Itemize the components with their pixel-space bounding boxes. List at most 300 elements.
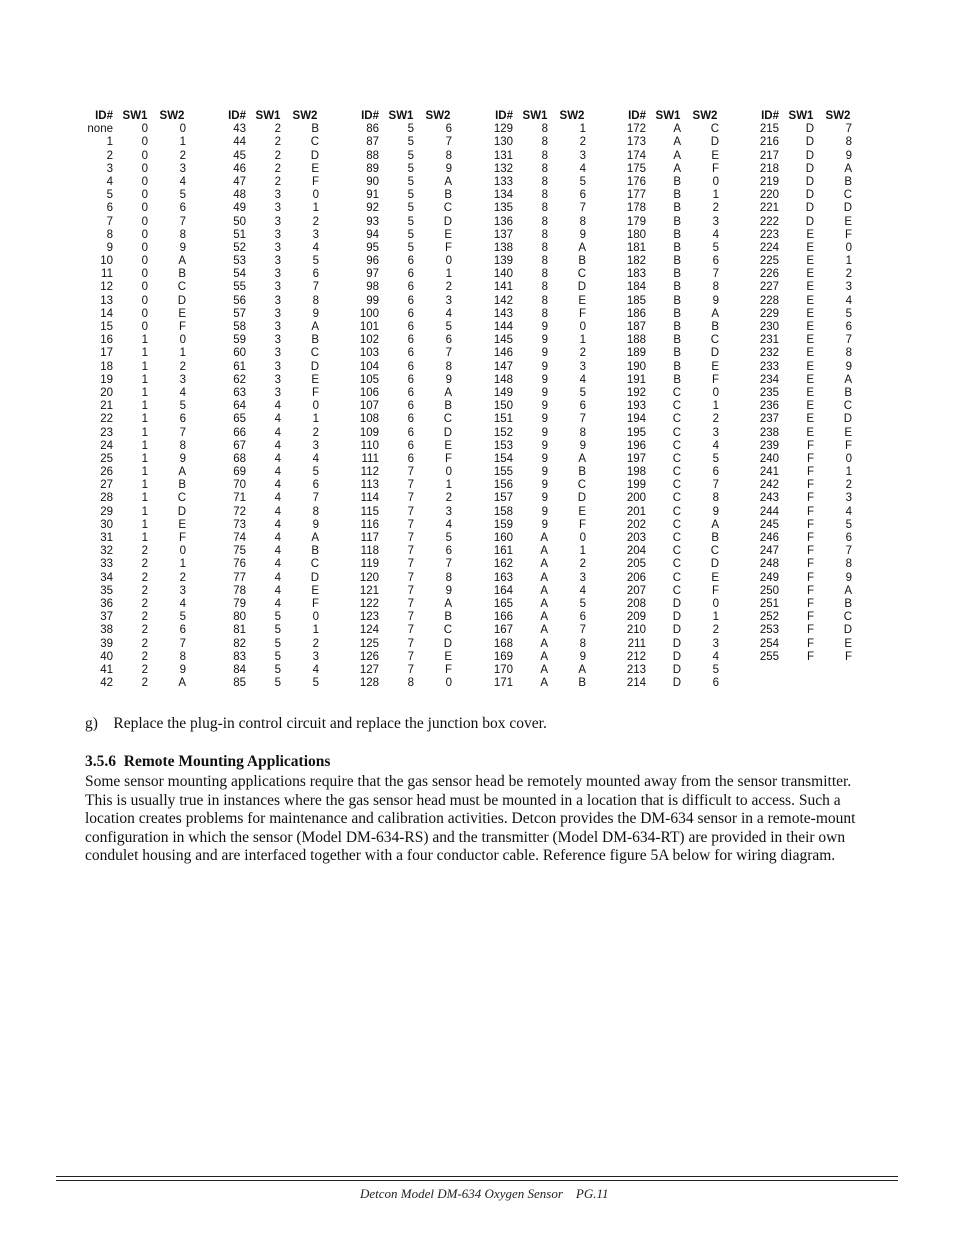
cell-id: 60 — [233, 347, 246, 360]
cell-sw2: 0 — [179, 123, 186, 136]
cell-sw2: A — [178, 255, 186, 268]
cell-sw1: 7 — [407, 518, 414, 531]
cell-sw1: D — [672, 624, 681, 637]
cell-id: 191 — [626, 373, 646, 386]
cell-sw1: 0 — [141, 215, 148, 228]
cell-sw1: 8 — [541, 255, 548, 268]
cell-sw1: 5 — [407, 162, 414, 175]
cell-id: 105 — [359, 373, 379, 386]
cell-sw2: D — [443, 637, 452, 650]
cell-sw2: 9 — [845, 571, 852, 584]
cell-id: 167 — [493, 624, 513, 637]
cell-id: 166 — [493, 611, 513, 624]
cell-id: 81 — [233, 624, 246, 637]
cell-sw1: 8 — [541, 189, 548, 202]
cell-sw2: D — [577, 281, 586, 294]
cell-sw2: 2 — [579, 136, 586, 149]
cell-id: 155 — [493, 466, 513, 479]
cell-id: 231 — [759, 334, 779, 347]
header-sw1: SW1 — [122, 110, 148, 122]
cell-id: 32 — [100, 545, 113, 558]
cell-id: 58 — [233, 321, 246, 333]
cell-id: 108 — [359, 413, 379, 426]
cell-sw2: B — [444, 189, 452, 202]
cell-sw2: 4 — [312, 452, 319, 465]
cell-id: 178 — [626, 202, 646, 215]
cell-id: 206 — [626, 571, 646, 584]
cell-sw1: 9 — [541, 505, 548, 518]
cell-id: 232 — [759, 347, 779, 360]
cell-id: 29 — [100, 505, 113, 518]
cell-id: 149 — [493, 386, 513, 399]
cell-id: 41 — [100, 663, 113, 676]
header-id: ID# — [761, 110, 779, 122]
cell-sw2: F — [178, 321, 186, 333]
cell-sw2: C — [177, 492, 186, 505]
cell-sw2: 8 — [445, 149, 452, 162]
cell-sw2: C — [443, 624, 452, 637]
cell-sw1: A — [673, 162, 681, 175]
cell-id: 82 — [233, 637, 246, 650]
cell-sw1: F — [806, 492, 814, 505]
cell-sw1: E — [806, 400, 814, 413]
cell-sw2: 0 — [179, 545, 186, 558]
cell-id: 161 — [493, 545, 513, 558]
cell-sw1: 7 — [407, 663, 414, 676]
cell-sw1: 9 — [541, 426, 548, 439]
cell-id: 150 — [493, 400, 513, 413]
cell-sw2: 5 — [445, 321, 452, 333]
cell-id: 208 — [626, 597, 646, 610]
cell-sw1: F — [806, 466, 814, 479]
cell-sw2: 7 — [845, 545, 852, 558]
header-id: ID# — [95, 110, 113, 122]
header-id: ID# — [228, 110, 246, 122]
cell-sw1: 7 — [407, 650, 414, 663]
cell-sw2: A — [844, 584, 852, 597]
cell-id: 199 — [626, 479, 646, 492]
cell-sw1: E — [806, 241, 814, 254]
cell-id: none — [87, 123, 113, 136]
cell-sw1: 1 — [141, 360, 148, 373]
cell-sw1: 3 — [274, 189, 281, 202]
cell-id: 113 — [360, 479, 379, 492]
cell-id: 116 — [360, 518, 379, 531]
cell-id: 16 — [100, 334, 113, 347]
cell-id: 65 — [233, 413, 246, 426]
cell-id: 64 — [233, 400, 246, 413]
cell-sw2: 8 — [579, 637, 586, 650]
cell-sw1: 8 — [541, 307, 548, 320]
cell-id: 86 — [366, 123, 379, 136]
cell-id: 123 — [359, 611, 379, 624]
cell-id: 195 — [626, 426, 646, 439]
cell-sw2: 1 — [712, 400, 719, 413]
cell-id: 255 — [759, 650, 779, 663]
cell-id: 246 — [759, 532, 779, 544]
cell-sw2: 2 — [179, 149, 186, 162]
cell-sw1: 1 — [141, 532, 148, 544]
cell-sw1: 4 — [274, 426, 281, 439]
cell-id: 197 — [626, 452, 646, 465]
cell-sw2: 6 — [845, 321, 852, 333]
cell-id: 7 — [106, 215, 113, 228]
cell-sw1: F — [806, 558, 814, 571]
cell-sw2: 9 — [312, 307, 319, 320]
cell-sw2: 5 — [179, 400, 186, 413]
cell-sw2: 2 — [712, 202, 719, 215]
cell-sw1: 5 — [407, 241, 414, 254]
cell-sw2: 6 — [712, 255, 719, 268]
cell-id: 184 — [626, 281, 646, 294]
cell-id: 36 — [100, 597, 113, 610]
cell-id: 135 — [493, 202, 513, 215]
cell-id: 243 — [759, 492, 779, 505]
cell-sw1: 6 — [407, 334, 414, 347]
cell-sw2: 4 — [712, 439, 719, 452]
cell-sw1: A — [540, 545, 548, 558]
cell-id: 245 — [759, 518, 779, 531]
step-g-instruction: g) Replace the plug-in control circuit and replace the junction box cover. — [85, 715, 547, 732]
cell-sw2: 3 — [445, 294, 452, 307]
cell-id: 100 — [359, 307, 379, 320]
cell-sw2: 0 — [312, 189, 319, 202]
cell-sw2: 5 — [312, 255, 319, 268]
cell-sw2: 4 — [712, 650, 719, 663]
cell-sw1: 6 — [407, 439, 414, 452]
cell-sw2: 2 — [445, 492, 452, 505]
cell-id: 214 — [626, 677, 646, 690]
cell-sw1: 2 — [141, 558, 148, 571]
cell-sw1: 1 — [141, 373, 148, 386]
cell-id: 43 — [233, 123, 246, 136]
cell-sw1: 5 — [407, 123, 414, 136]
cell-sw2: 5 — [579, 386, 586, 399]
cell-sw2: C — [710, 545, 719, 558]
cell-sw2: 3 — [712, 637, 719, 650]
cell-sw2: 9 — [445, 584, 452, 597]
cell-id: 55 — [233, 281, 246, 294]
cell-id: 234 — [759, 373, 779, 386]
cell-id: 24 — [100, 439, 113, 452]
header-sw1: SW1 — [255, 110, 281, 122]
cell-sw1: 4 — [274, 400, 281, 413]
cell-sw1: 0 — [141, 228, 148, 241]
cell-sw1: 6 — [407, 321, 414, 333]
cell-sw1: 9 — [541, 413, 548, 426]
cell-id: 198 — [626, 466, 646, 479]
cell-sw1: 1 — [141, 334, 148, 347]
cell-sw2: E — [311, 373, 319, 386]
cell-sw2: 3 — [312, 228, 319, 241]
cell-sw1: 0 — [141, 162, 148, 175]
cell-sw2: 2 — [712, 413, 719, 426]
cell-sw1: 5 — [274, 650, 281, 663]
cell-id: 173 — [626, 136, 646, 149]
cell-sw2: C — [843, 611, 852, 624]
cell-id: 169 — [493, 650, 513, 663]
cell-sw1: 0 — [141, 189, 148, 202]
cell-sw1: 1 — [141, 505, 148, 518]
cell-sw1: D — [672, 677, 681, 690]
cell-id: 134 — [493, 189, 513, 202]
cell-id: 102 — [359, 334, 379, 347]
cell-id: 84 — [233, 663, 246, 676]
cell-id: 193 — [626, 400, 646, 413]
cell-id: 95 — [366, 241, 379, 254]
cell-sw2: C — [443, 413, 452, 426]
cell-sw1: 8 — [541, 215, 548, 228]
cell-id: 144 — [493, 321, 513, 333]
header-sw2: SW2 — [425, 110, 451, 122]
cell-id: 75 — [233, 545, 246, 558]
cell-id: 117 — [360, 532, 379, 544]
cell-id: 104 — [359, 360, 379, 373]
cell-sw1: 2 — [141, 597, 148, 610]
cell-sw1: 2 — [141, 545, 148, 558]
cell-id: 129 — [493, 123, 513, 136]
cell-id: 250 — [759, 584, 779, 597]
cell-sw2: 4 — [179, 175, 186, 188]
cell-id: 205 — [626, 558, 646, 571]
cell-sw1: 3 — [274, 255, 281, 268]
cell-sw2: 1 — [179, 558, 186, 571]
cell-id: 148 — [493, 373, 513, 386]
cell-sw2: E — [711, 360, 719, 373]
cell-sw1: 5 — [407, 202, 414, 215]
cell-id: 49 — [233, 202, 246, 215]
cell-sw2: 8 — [712, 281, 719, 294]
cell-sw2: E — [444, 228, 452, 241]
cell-sw1: 4 — [274, 518, 281, 531]
cell-sw1: 2 — [274, 149, 281, 162]
cell-id: 128 — [359, 677, 379, 690]
cell-sw1: 9 — [541, 400, 548, 413]
cell-sw1: C — [672, 518, 681, 531]
cell-sw1: C — [672, 413, 681, 426]
cell-sw2: B — [844, 597, 852, 610]
cell-sw1: 7 — [407, 584, 414, 597]
cell-sw2: F — [711, 373, 719, 386]
cell-sw2: D — [710, 347, 719, 360]
cell-sw1: D — [805, 149, 814, 162]
cell-sw2: 2 — [179, 571, 186, 584]
cell-sw2: 1 — [712, 189, 719, 202]
cell-sw1: 2 — [141, 637, 148, 650]
cell-sw2: A — [311, 532, 319, 544]
cell-sw1: 9 — [541, 492, 548, 505]
cell-id: 50 — [233, 215, 246, 228]
cell-sw2: 7 — [445, 558, 452, 571]
cell-id: 61 — [233, 360, 246, 373]
cell-sw2: 4 — [312, 241, 319, 254]
cell-sw1: 8 — [541, 149, 548, 162]
cell-sw1: C — [672, 386, 681, 399]
footer-rule-top — [56, 1176, 898, 1177]
cell-id: 112 — [360, 466, 379, 479]
cell-sw2: 5 — [445, 532, 452, 544]
cell-id: 151 — [493, 413, 513, 426]
cell-sw2: 2 — [845, 479, 852, 492]
cell-sw2: F — [711, 584, 719, 597]
cell-sw1: 7 — [407, 505, 414, 518]
cell-sw2: 6 — [445, 545, 452, 558]
cell-sw1: 8 — [541, 202, 548, 215]
cell-sw2: F — [444, 452, 452, 465]
cell-sw2: 1 — [312, 624, 319, 637]
cell-id: 140 — [493, 268, 513, 281]
cell-sw2: 1 — [579, 334, 586, 347]
cell-id: 23 — [100, 426, 113, 439]
cell-sw2: 7 — [179, 215, 186, 228]
cell-sw1: D — [805, 175, 814, 188]
cell-sw1: A — [540, 624, 548, 637]
cell-sw1: F — [806, 505, 814, 518]
cell-id: 107 — [359, 400, 379, 413]
cell-sw2: 7 — [445, 347, 452, 360]
cell-sw2: 6 — [179, 413, 186, 426]
cell-sw1: E — [806, 386, 814, 399]
cell-id: 33 — [100, 558, 113, 571]
cell-sw2: D — [843, 624, 852, 637]
cell-id: 213 — [626, 663, 646, 676]
cell-id: 146 — [493, 347, 513, 360]
cell-sw1: C — [672, 545, 681, 558]
cell-sw1: 5 — [407, 175, 414, 188]
cell-id: 239 — [759, 439, 779, 452]
cell-sw2: A — [578, 452, 586, 465]
cell-sw2: 0 — [312, 400, 319, 413]
cell-sw1: 6 — [407, 386, 414, 399]
cell-sw2: 9 — [712, 505, 719, 518]
cell-sw1: C — [672, 452, 681, 465]
cell-sw1: 3 — [274, 373, 281, 386]
cell-id: 248 — [759, 558, 779, 571]
cell-sw2: 6 — [579, 400, 586, 413]
cell-id: 78 — [233, 584, 246, 597]
cell-sw2: 7 — [445, 136, 452, 149]
cell-id: 210 — [626, 624, 646, 637]
cell-sw2: 0 — [712, 386, 719, 399]
cell-sw2: C — [710, 123, 719, 136]
cell-id: 10 — [100, 255, 113, 268]
cell-sw2: 9 — [179, 241, 186, 254]
cell-id: 13 — [100, 294, 113, 307]
cell-sw2: 3 — [712, 426, 719, 439]
cell-sw1: 5 — [274, 637, 281, 650]
cell-id: 230 — [759, 321, 779, 333]
cell-id: 21 — [100, 400, 113, 413]
cell-sw2: F — [444, 663, 452, 676]
cell-id: 249 — [759, 571, 779, 584]
cell-sw1: 8 — [541, 123, 548, 136]
cell-sw2: 4 — [179, 597, 186, 610]
cell-sw2: 8 — [179, 228, 186, 241]
cell-id: 229 — [759, 307, 779, 320]
cell-id: 53 — [233, 255, 246, 268]
cell-sw2: 9 — [312, 518, 319, 531]
cell-sw1: 6 — [407, 426, 414, 439]
cell-sw1: 5 — [274, 663, 281, 676]
cell-sw1: 8 — [541, 241, 548, 254]
cell-sw2: 2 — [712, 624, 719, 637]
cell-sw2: E — [178, 307, 186, 320]
cell-sw1: D — [805, 123, 814, 136]
cell-sw1: 1 — [141, 492, 148, 505]
cell-sw2: B — [311, 123, 319, 136]
cell-id: 56 — [233, 294, 246, 307]
cell-sw1: 0 — [141, 281, 148, 294]
cell-sw1: 4 — [274, 413, 281, 426]
section-number: 3.5.6 — [85, 753, 116, 770]
cell-sw2: 8 — [845, 558, 852, 571]
cell-id: 254 — [759, 637, 779, 650]
cell-sw1: 2 — [274, 123, 281, 136]
cell-id: 182 — [626, 255, 646, 268]
cell-id: 62 — [233, 373, 246, 386]
cell-sw2: 4 — [312, 663, 319, 676]
cell-sw1: B — [673, 228, 681, 241]
cell-id: 176 — [626, 175, 646, 188]
cell-sw2: B — [578, 677, 586, 690]
cell-sw1: 2 — [141, 677, 148, 690]
cell-sw2: F — [311, 597, 319, 610]
cell-sw1: E — [806, 347, 814, 360]
cell-id: 226 — [759, 268, 779, 281]
cell-sw1: F — [806, 624, 814, 637]
cell-id: 215 — [759, 123, 779, 136]
cell-sw2: 5 — [712, 663, 719, 676]
cell-sw2: 9 — [179, 452, 186, 465]
cell-id: 217 — [759, 149, 779, 162]
cell-sw1: 3 — [274, 321, 281, 333]
cell-sw1: A — [673, 136, 681, 149]
cell-sw2: 6 — [179, 202, 186, 215]
cell-sw1: D — [672, 663, 681, 676]
cell-id: 152 — [493, 426, 513, 439]
cell-id: 69 — [233, 466, 246, 479]
cell-sw2: E — [444, 650, 452, 663]
cell-sw2: C — [310, 558, 319, 571]
cell-sw2: 5 — [712, 241, 719, 254]
cell-sw1: 6 — [407, 373, 414, 386]
cell-id: 22 — [100, 413, 113, 426]
cell-sw1: 5 — [407, 149, 414, 162]
cell-sw2: 6 — [445, 334, 452, 347]
cell-id: 207 — [626, 584, 646, 597]
cell-id: 54 — [233, 268, 246, 281]
cell-sw2: 2 — [312, 426, 319, 439]
cell-sw1: 3 — [274, 215, 281, 228]
cell-sw2: F — [311, 386, 319, 399]
cell-id: 34 — [100, 571, 113, 584]
cell-sw2: C — [577, 268, 586, 281]
cell-sw2: 0 — [579, 532, 586, 544]
header-sw2: SW2 — [159, 110, 185, 122]
cell-sw1: D — [805, 162, 814, 175]
cell-sw1: B — [673, 334, 681, 347]
cell-sw2: 8 — [579, 426, 586, 439]
cell-sw1: 9 — [541, 334, 548, 347]
cell-sw1: 4 — [274, 532, 281, 544]
cell-sw2: 0 — [845, 241, 852, 254]
cell-sw1: 0 — [141, 149, 148, 162]
cell-sw2: 5 — [845, 518, 852, 531]
cell-sw2: 5 — [845, 307, 852, 320]
cell-id: 175 — [626, 162, 646, 175]
cell-sw1: 4 — [274, 492, 281, 505]
cell-sw1: 0 — [141, 321, 148, 333]
